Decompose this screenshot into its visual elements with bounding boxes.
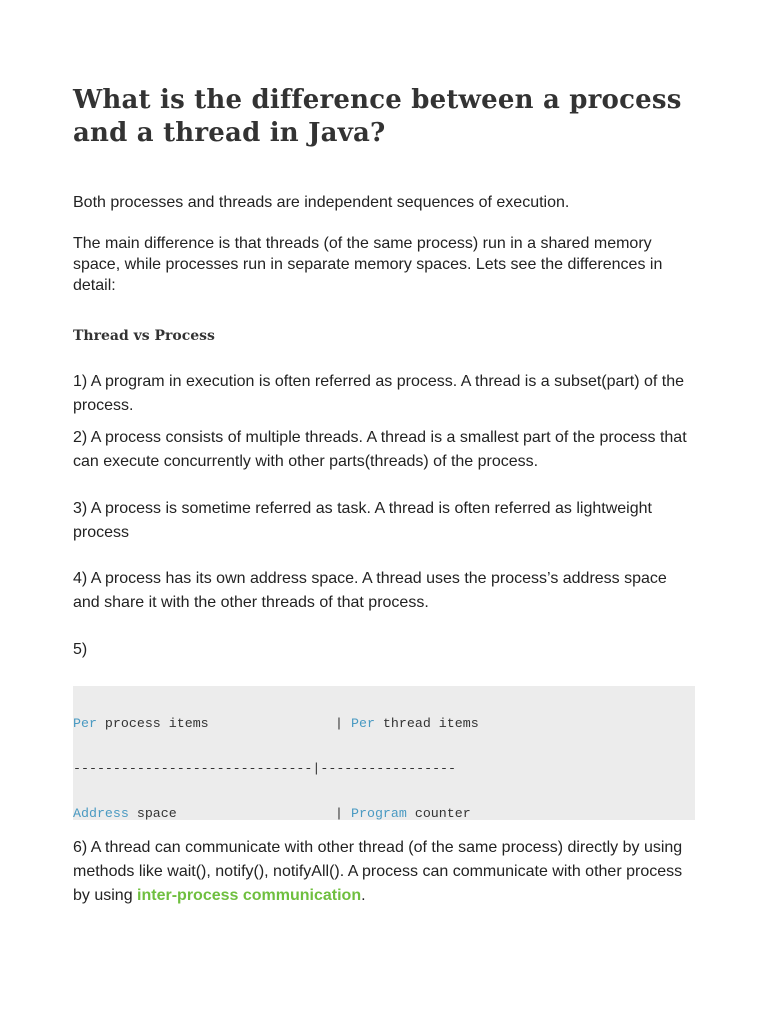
code-text: thread items [374,716,479,731]
code-keyword: Per [351,716,375,731]
point-6-end: . [361,887,366,904]
page-title: What is the difference between a process and a thread in Java? [73,85,682,148]
point-6-text: 6) A thread can communicate with other thread (of the same process) directly by using methods like wait(), notify(), notifyAll(). A process can communicate with other process by using [73,839,683,904]
point-2: 2) A process consists of multiple threads. A thread is a smallest part of the process that can execute concurrently with other parts(threads) of the process. [73,429,687,470]
code-keyword: Program [351,806,407,820]
code-text: space [128,806,177,820]
code-header-right [351,716,479,731]
point-4: 4) A process has its own address space. A thread uses the process’s address space and share it with the other threads of that process. [73,570,667,611]
code-text: process items [96,716,209,731]
code-header-left [73,716,335,731]
code-cell-right [351,806,471,820]
code-keyword: Address [73,806,129,820]
point-6 [73,836,695,908]
code-cell-left [73,806,335,820]
code-divider-right: |----------------- [312,761,457,776]
code-header-row [73,716,695,731]
code-divider-row [73,761,695,776]
code-divider-left: ------------------------------ [73,761,313,776]
point-5: 5) [73,641,88,658]
point-1: 1) A program in execution is often referred as process. A thread is a subset(part) of the process. [73,373,684,414]
inter-process-communication-link[interactable]: inter-process communication [137,887,362,904]
code-row [73,806,695,820]
section-heading: Thread vs Process [73,328,215,344]
code-separator: | [335,716,343,731]
intro-paragraph-1: Both processes and threads are independent sequences of execution. [73,194,570,211]
intro-paragraph-2: The main difference is that threads (of the same process) run in a shared memory space, while processes run in separate memory spaces. Lets see the differences in detail: [73,235,663,294]
point-3: 3) A process is sometime referred as task. A thread is often referred as lightweight process [73,500,652,541]
code-separator: | [335,806,343,820]
code-text: counter [406,806,471,820]
code-rows [73,806,695,820]
code-keyword: Per [73,716,97,731]
code-block [73,686,695,820]
